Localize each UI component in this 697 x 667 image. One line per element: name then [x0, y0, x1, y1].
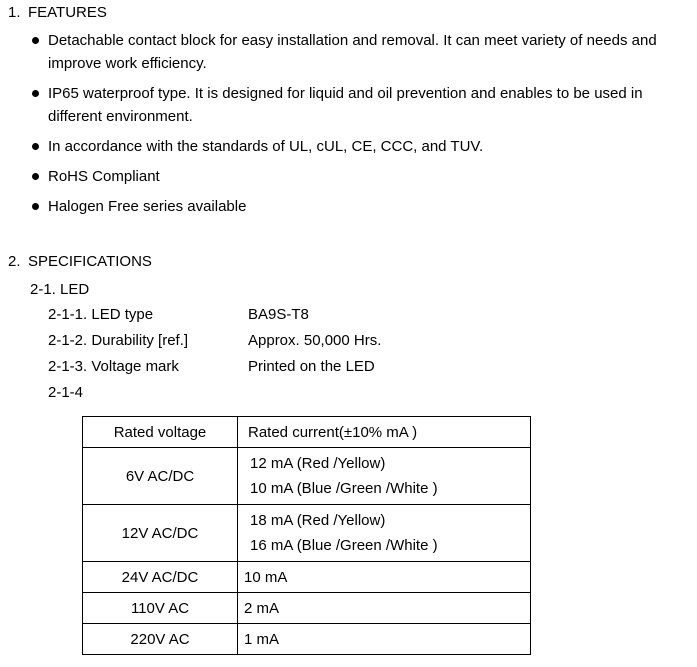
- table-cell-voltage: 220V AC: [83, 624, 238, 655]
- spec-row-table-label: 2-1-4: [48, 384, 84, 401]
- list-item: [0, 165, 697, 188]
- list-item-text: IP65 waterproof type. It is designed for liquid and oil prevention and enables to be used in different environment.: [48, 85, 643, 125]
- voltage-current-table: [82, 416, 531, 655]
- table-header-cell-current: Rated current(±10% mA ): [238, 417, 531, 448]
- features-heading: [0, 3, 697, 23]
- spec-row-voltage-mark: [0, 354, 697, 380]
- table-cell-current: [238, 448, 531, 505]
- table-cell-current-line: 10 mA (Blue /Green /White ): [250, 480, 438, 497]
- spec-value: Printed on the LED: [248, 358, 375, 375]
- specifications-heading: [0, 252, 697, 272]
- bullet-dot-icon: [32, 173, 39, 180]
- spec-value: Approx. 50,000 Hrs.: [248, 332, 382, 349]
- table-cell-current: 1 mA: [238, 624, 531, 655]
- bullet-dot-icon: [32, 143, 39, 150]
- list-item: [0, 82, 697, 128]
- specifications-section-title: SPECIFICATIONS: [28, 253, 152, 270]
- table-cell-current-line: 12 mA (Red /Yellow): [250, 455, 386, 472]
- table-cell-current-line: 16 mA (Blue /Green /White ): [250, 537, 438, 554]
- led-subheading: 2-1. LED: [30, 281, 90, 298]
- spec-value: BA9S-T8: [248, 306, 309, 323]
- table-row: [83, 505, 531, 562]
- voltage-current-table-wrapper: [0, 416, 697, 655]
- bullet-dot-icon: [32, 203, 39, 210]
- spec-row-durability: [0, 328, 697, 354]
- bullet-dot-icon: [32, 37, 39, 44]
- spec-label: 2-1-1. LED type: [48, 306, 154, 323]
- spec-label: 2-1-2. Durability [ref.]: [48, 332, 189, 349]
- table-header-row: [83, 417, 531, 448]
- features-bullet-list: [0, 29, 697, 218]
- list-item-text: Halogen Free series available: [48, 198, 247, 215]
- spec-row-led-type: [0, 302, 697, 328]
- table-cell-current: 10 mA: [238, 562, 531, 593]
- features-section-number: 1.: [8, 4, 21, 21]
- table-cell-current: 2 mA: [238, 593, 531, 624]
- list-item-text: RoHS Compliant: [48, 168, 160, 185]
- table-row: [83, 448, 531, 505]
- features-section-title: FEATURES: [28, 4, 107, 21]
- list-item-text: In accordance with the standards of UL, cUL, CE, CCC, and TUV.: [48, 138, 484, 155]
- table-cell-current-line: 18 mA (Red /Yellow): [250, 512, 386, 529]
- table-cell-voltage: 110V AC: [83, 593, 238, 624]
- list-item: [0, 135, 697, 158]
- table-cell-current: [238, 505, 531, 562]
- table-row: [83, 593, 531, 624]
- spec-label: 2-1-3. Voltage mark: [48, 358, 179, 375]
- table-header-cell-voltage: Rated voltage: [83, 417, 238, 448]
- document-page: [0, 3, 697, 667]
- list-item: [0, 195, 697, 218]
- specifications-section-number: 2.: [8, 253, 21, 270]
- table-row: [83, 624, 531, 655]
- table-row: [83, 562, 531, 593]
- table-cell-voltage: 6V AC/DC: [83, 448, 238, 505]
- list-item: [0, 29, 697, 75]
- table-cell-voltage: 24V AC/DC: [83, 562, 238, 593]
- list-item-text: Detachable contact block for easy installation and removal. It can meet variety of needs and improve work efficiency.: [48, 32, 657, 72]
- bullet-dot-icon: [32, 90, 39, 97]
- table-cell-voltage: 12V AC/DC: [83, 505, 238, 562]
